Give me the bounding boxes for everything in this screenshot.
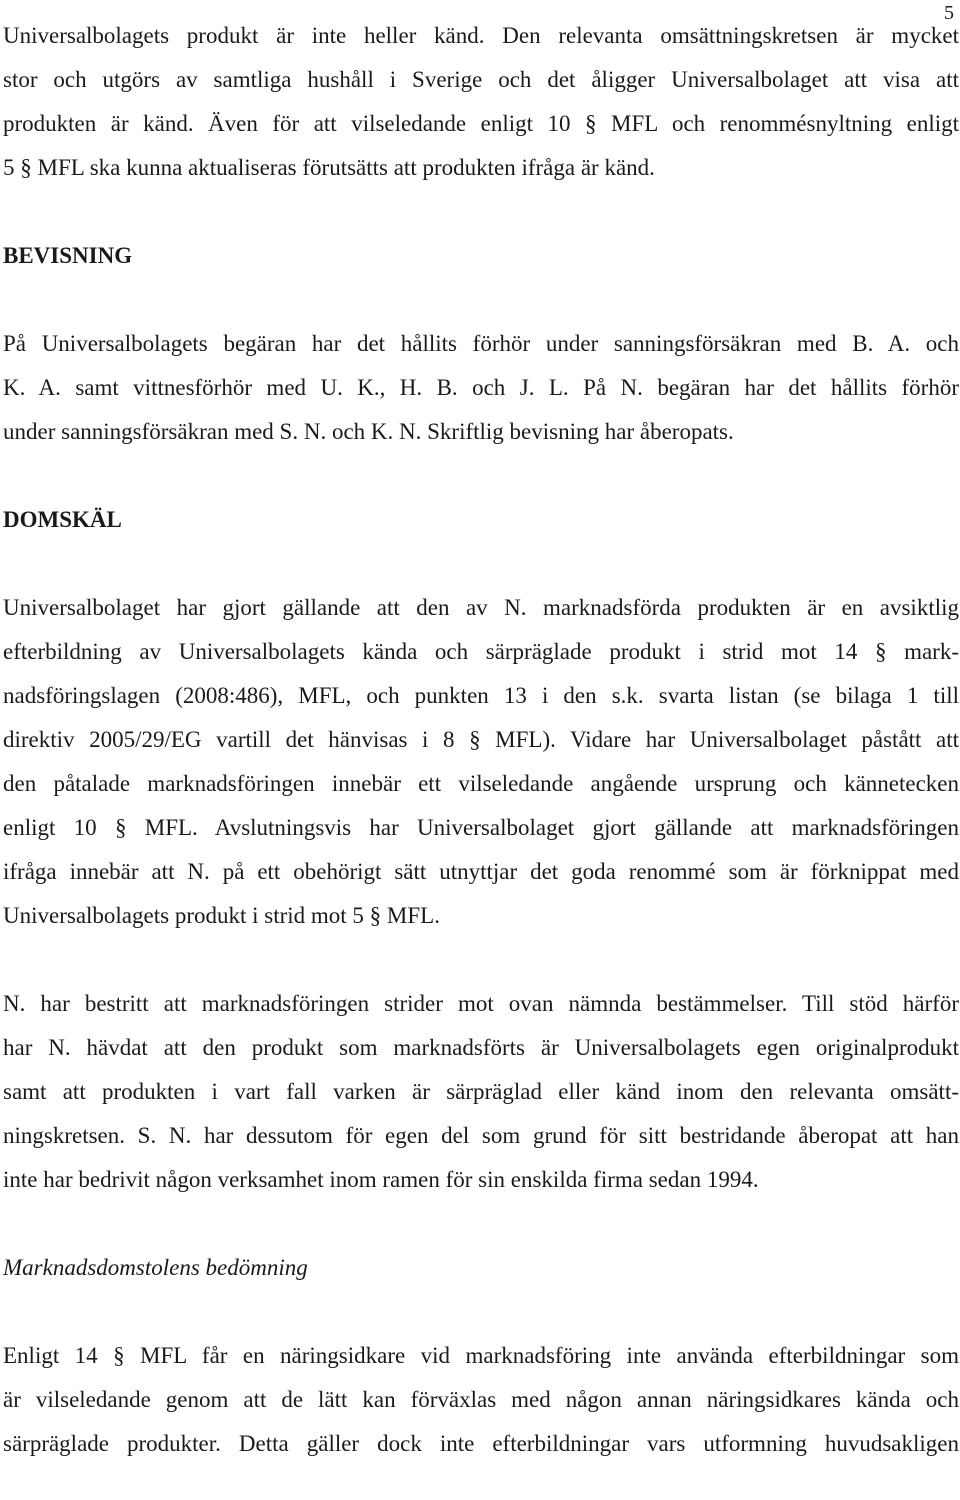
page-number: 5 (944, 2, 954, 24)
text-line: har N. hävdat att den produkt som marknadsförts är Universalbolagets egen originalprodukt (3, 1035, 959, 1060)
section-heading-domskal: DOMSKÄL (3, 507, 122, 532)
text-line: samt att produkten i vart fall varken är särpräglad eller känd inom den relevanta omsätt- (3, 1079, 959, 1104)
text-line: direktiv 2005/29/EG vartill det hänvisas i 8 § MFL). Vidare har Universalbolaget påstått att (3, 727, 959, 752)
text-line: På Universalbolagets begäran har det hållits förhör under sanningsförsäkran med B. A. och (3, 331, 959, 356)
text-line: produkten är känd. Även för att vilseledande enligt 10 § MFL och renommésnyltning enligt (3, 111, 959, 136)
text-line: enligt 10 § MFL. Avslutningsvis har Universalbolaget gjort gällande att marknadsföringen (3, 815, 959, 840)
text-line: under sanningsförsäkran med S. N. och K. N. Skriftlig bevisning har åberopats. (3, 419, 734, 444)
text-line: K. A. samt vittnesförhör med U. K., H. B. och J. L. På N. begäran har det hållits förhör (3, 375, 959, 400)
text-line: 5 § MFL ska kunna aktualiseras förutsätts att produkten ifråga är känd. (3, 155, 655, 180)
text-line: ningskretsen. S. N. har dessutom för egen del som grund för sitt bestridande åberopat att han (3, 1123, 959, 1148)
paragraph-bevisning (3, 322, 959, 454)
paragraph-14-mfl (3, 1334, 959, 1466)
text-line: Universalbolaget har gjort gällande att den av N. marknadsförda produkten är en avsiktlig (3, 595, 959, 620)
text-line: den påtalade marknadsföringen innebär ett vilseledande angående ursprung och kännetecken (3, 771, 959, 796)
text-line: N. har bestritt att marknadsföringen strider mot ovan nämnda bestämmelser. Till stöd härför (3, 991, 959, 1016)
text-line: särpräglade produkter. Detta gäller dock inte efterbildningar vars utformning huvudsakligen (3, 1431, 959, 1456)
text-line: stor och utgörs av samtliga hushåll i Sverige och det åligger Universalbolaget att visa att (3, 67, 959, 92)
document-body (3, 14, 959, 1466)
text-line: Universalbolagets produkt i strid mot 5 § MFL. (3, 903, 440, 928)
text-line: Enligt 14 § MFL får en näringsidkare vid marknadsföring inte använda efterbildningar som (3, 1343, 959, 1368)
section-heading-bedomning: Marknadsdomstolens bedömning (3, 1255, 308, 1280)
paragraph-omsattningskrets (3, 14, 959, 190)
text-line: inte har bedrivit någon verksamhet inom ramen för sin enskilda firma sedan 1994. (3, 1167, 759, 1192)
section-heading-bevisning: BEVISNING (3, 243, 133, 268)
text-line: efterbildning av Universalbolagets kända och särpräglade produkt i strid mot 14 § mark- (3, 639, 959, 664)
text-line: Universalbolagets produkt är inte heller känd. Den relevanta omsättningskretsen är mycket (3, 23, 959, 48)
text-line: är vilseledande genom att de lätt kan förväxlas med någon annan näringsidkares kända och (3, 1387, 959, 1412)
text-line: nadsföringslagen (2008:486), MFL, och punkten 13 i den s.k. svarta listan (se bilaga 1 till (3, 683, 959, 708)
text-line: ifråga innebär att N. på ett obehörigt sätt utnyttjar det goda renommé som är förknippat med (3, 859, 959, 884)
paragraph-universalbolaget-yrkande (3, 586, 959, 938)
paragraph-n-bestridande (3, 982, 959, 1202)
